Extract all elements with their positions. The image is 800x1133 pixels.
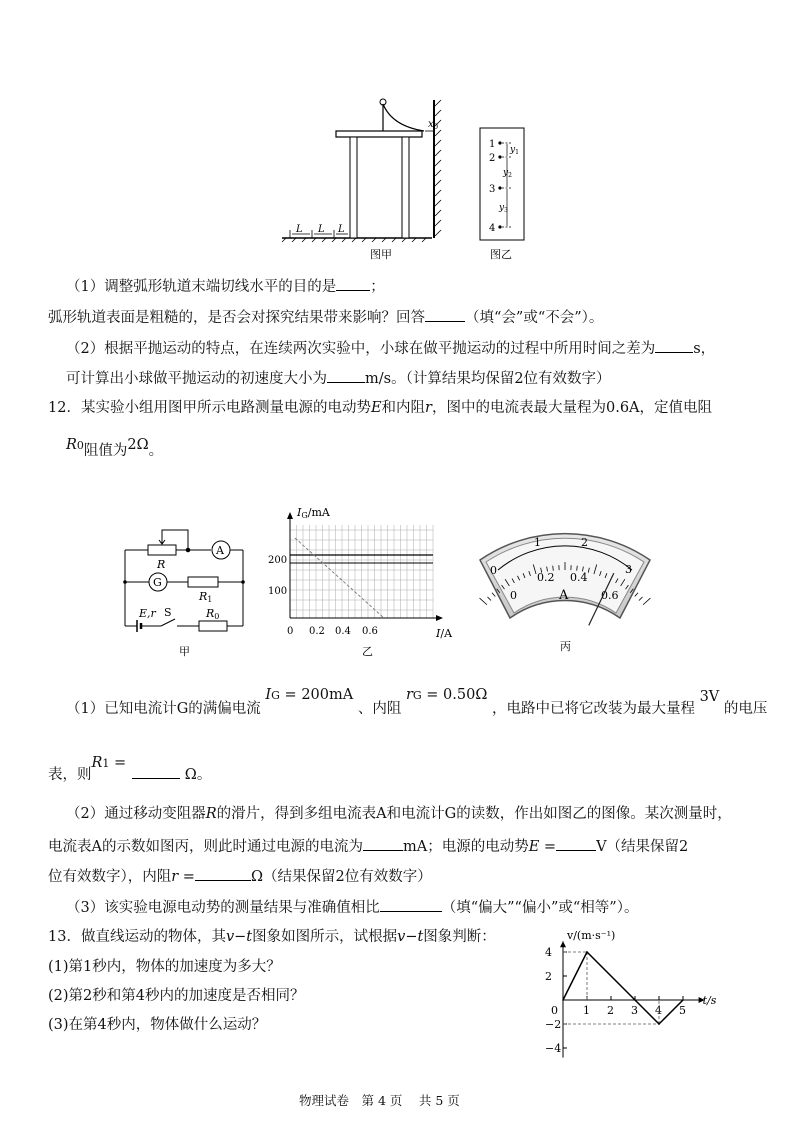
meter-tick — [639, 597, 643, 601]
meter-tick — [553, 566, 554, 571]
caption-bing: 丙 — [560, 640, 571, 653]
dot-label-1: 1 — [489, 139, 496, 150]
answer-blank[interactable] — [425, 307, 465, 322]
q11-part2-line2: 可计算出小球做平抛运动的初速度大小为 m/s。（计算结果均保留2位有效数字） — [66, 368, 611, 388]
ammeter-label: A — [216, 544, 224, 557]
vt-chart — [535, 925, 735, 1060]
fig-circuit-jia — [0, 0, 800, 200]
meter-tick — [643, 598, 650, 605]
vt-xtick-label: 2 — [607, 1004, 614, 1017]
vt-ytick-label: −2 — [545, 1018, 562, 1031]
q11-part1-line1: （1）调整弧形轨道末端切线水平的目的是 ； — [66, 276, 385, 296]
length-label-1: L — [296, 224, 303, 235]
y3-label: $y_3$ — [499, 203, 508, 214]
meter-top-2: 2 — [581, 536, 588, 549]
vt-point — [634, 999, 636, 1001]
q13-sub2: (2)第2秒和第4秒内的加速度是否相同？ — [48, 988, 305, 1004]
q13-intro: 13．做直线运动的物体，其v−t图象如图所示，试根据v−t图象判断： — [48, 929, 496, 945]
y1-label: $y_1$ — [510, 145, 519, 156]
vt-y-arrow — [560, 941, 566, 947]
label-S: S — [164, 606, 172, 619]
q11-part1-line2: 弧形轨道表面是粗糙的，是否会对探究结果带来影响？回答 （填“会”或“不会”）。 — [48, 307, 603, 327]
meter-tick — [635, 593, 638, 597]
dot-label-2: 2 — [489, 153, 496, 164]
answer-blank[interactable] — [132, 764, 180, 779]
vt-xtick-label: 4 — [655, 1004, 662, 1017]
meter-top-3: 3 — [625, 563, 632, 576]
ammeter-dial — [470, 500, 660, 660]
meter-tick — [480, 598, 487, 605]
q13-sub1: (1)第1秒内，物体的加速度为多大？ — [48, 959, 281, 975]
vt-point — [658, 1023, 660, 1025]
vt-point — [562, 999, 564, 1001]
q12-intro-line1: 12．某实验小组用图甲所示电路测量电源的电动势E和内阻r，图中的电流表最大量程为0.6A，定值电阻 — [48, 400, 713, 416]
vt-xlabel: t/s — [702, 994, 717, 1007]
answer-blank[interactable] — [327, 368, 365, 383]
q12-part2-line3: 位有效数字），内阻r = Ω（结果保留2位有效数字） — [48, 866, 432, 886]
length-label-3: L — [338, 224, 345, 235]
ytick-200: 200 — [268, 555, 288, 566]
vt-point — [682, 999, 684, 1001]
q13-sub3: (3)在第4秒内，物体做什么运动？ — [48, 1017, 267, 1033]
vt-xtick-label: 3 — [631, 1004, 638, 1017]
meter-bottom-0: 0 — [510, 589, 517, 602]
xtick-0.2: 0.2 — [309, 626, 325, 637]
xtick-0: 0 — [287, 626, 294, 637]
label-R0: R0 — [206, 607, 220, 621]
y2-label: $y_2$ — [503, 168, 512, 179]
meter-tick — [577, 566, 578, 571]
meter-unit-label: A — [559, 588, 569, 603]
meter-tick — [487, 597, 491, 601]
meter-top-0: 0 — [490, 564, 497, 577]
q12-part2-line2: 电流表A的示数如图丙，则此时通过电源的电流为 mA；电源的电动势E = V（结果保留2 — [48, 836, 688, 856]
meter-bottom-0.6: 0.6 — [601, 589, 619, 602]
q12-part1-line1: （1）已知电流计G的满偏电流 IG = 200mA 、内阻 rG = 0.50Ω ，电路中已将它改装为最大量程 3V 的电压 — [66, 687, 768, 717]
vt-xtick-label: 5 — [679, 1004, 686, 1017]
vt-ytick-label: −4 — [545, 1042, 562, 1055]
xtick-0.4: 0.4 — [335, 626, 351, 637]
q12-part3: （3）该实验电源电动势的测量结果与准确值相比 （填“偏大”“偏小”或“相等”）。 — [66, 897, 638, 917]
vt-xtick-label: 1 — [583, 1004, 590, 1017]
galvanometer-label: G — [153, 576, 162, 589]
vt-point — [586, 951, 588, 953]
graph-yi-ylabel: IG/mA — [297, 506, 330, 520]
page-footer: 物理试卷 第 4 页 共 5 页 — [299, 1093, 460, 1108]
dot-label-4: 4 — [489, 223, 496, 234]
meter-bottom-0.4: 0.4 — [570, 571, 588, 584]
graph-yi — [262, 500, 452, 665]
answer-blank[interactable] — [363, 836, 403, 851]
fig-jia-caption: 图甲 — [370, 248, 392, 261]
meter-top-1: 1 — [534, 536, 541, 549]
graph-yi-xlabel: I/A — [436, 627, 453, 640]
caption-yi: 乙 — [362, 645, 373, 658]
label-Er: E,r — [139, 607, 156, 620]
caption-jia: 甲 — [179, 645, 190, 658]
answer-blank[interactable] — [336, 276, 370, 291]
q12-intro-line2: R0阻值为2Ω。 — [66, 437, 164, 459]
xtick-0.6: 0.6 — [362, 626, 378, 637]
q12-part2-line1: （2）通过移动变阻器R的滑片，得到多组电流表A和电流计G的读数，作出如图乙的图像。某次测量时， — [66, 806, 732, 822]
answer-blank[interactable] — [556, 836, 596, 851]
answer-blank[interactable] — [380, 897, 442, 912]
meter-bottom-0.2: 0.2 — [537, 571, 555, 584]
vt-xtick-label: 0 — [551, 1004, 558, 1017]
vt-ytick-label: 2 — [545, 970, 552, 983]
length-label-2: L — [318, 224, 325, 235]
q11-part2-line1: （2）根据平抛运动的特点，在连续两次实验中，小球在做平抛运动的过程中所用时间之差为 s， — [66, 338, 715, 358]
answer-blank[interactable] — [195, 866, 251, 881]
vt-series-line — [563, 952, 683, 1024]
vt-ylabel: v/(m·s⁻¹) — [567, 929, 616, 943]
x0-label: $x_0$ — [428, 119, 439, 131]
dot-label-3: 3 — [489, 184, 496, 195]
q12-part1-line2: 表，则R1 = Ω。 — [48, 755, 212, 783]
label-R1: R1 — [199, 590, 213, 604]
vt-ytick-label: 4 — [545, 946, 552, 959]
circuit-diagram — [115, 520, 255, 680]
fig-yi-caption: 图乙 — [490, 248, 512, 261]
ytick-100: 100 — [268, 586, 288, 597]
meter-tick — [492, 593, 495, 597]
answer-blank[interactable] — [655, 338, 693, 353]
label-R: R — [157, 558, 166, 571]
